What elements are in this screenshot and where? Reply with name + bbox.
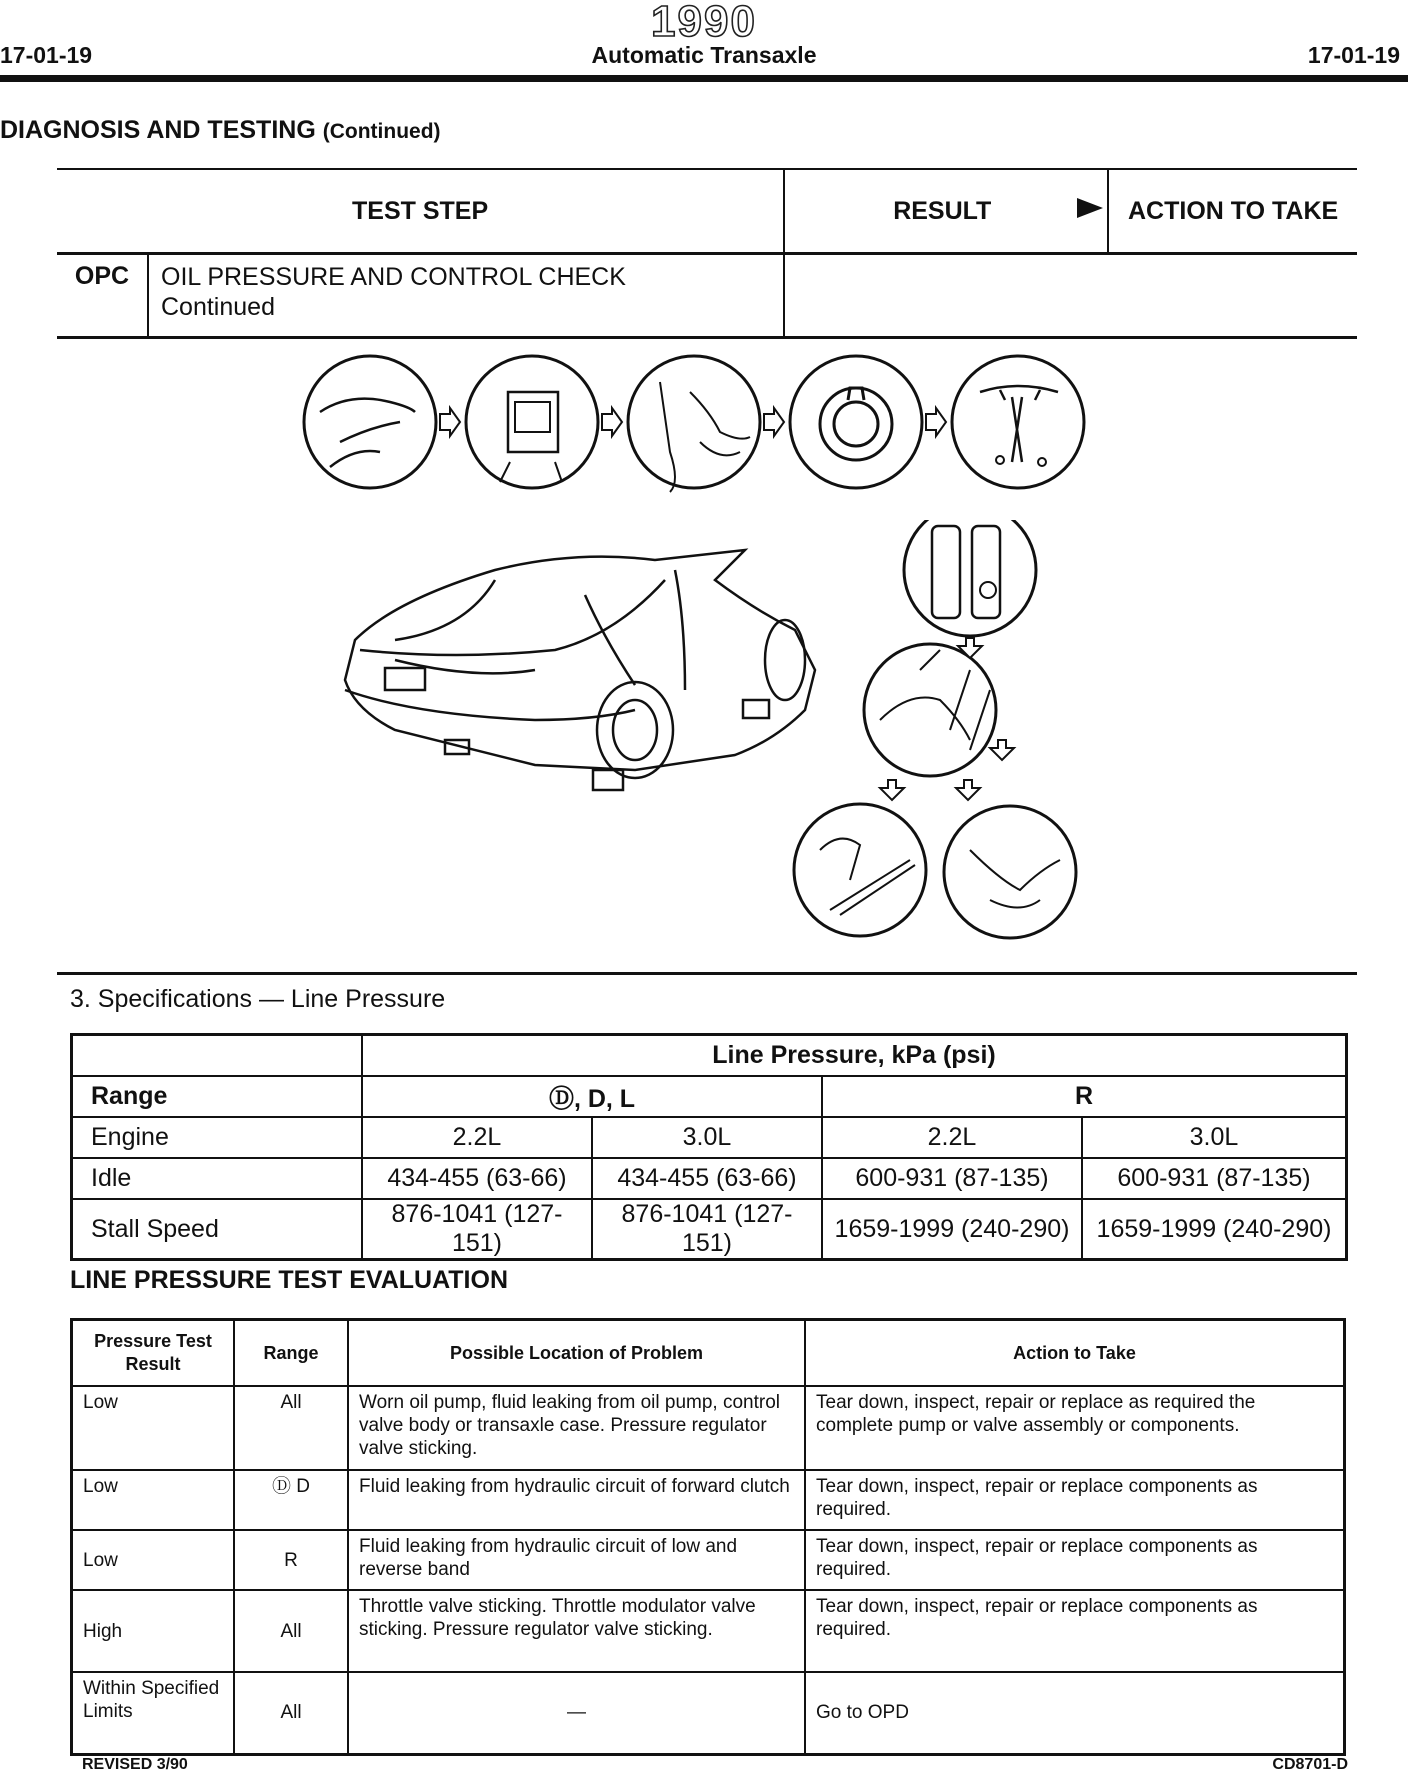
result-cell: Low (72, 1386, 235, 1470)
col-result-cell (784, 169, 1108, 254)
empty-cell (72, 1035, 363, 1077)
range-cell: All (234, 1672, 348, 1754)
figure-code: CD8701-D (1272, 1756, 1348, 1773)
line-pressure-table (70, 1033, 1348, 1261)
hand-adjust-icon (864, 644, 996, 776)
problem-cell: Throttle valve sticking. Throttle modulator valve sticking. Pressure regulator valve sticking. (348, 1590, 805, 1672)
arrow-down-icon (958, 638, 982, 658)
step-title: OIL PRESSURE AND CONTROL CHECK (161, 263, 626, 291)
table-row (72, 1530, 1345, 1590)
col-test-step: TEST STEP (57, 169, 784, 254)
result-cell: Low (72, 1530, 235, 1590)
col-result: RESULT (893, 197, 992, 225)
problem-cell: Fluid leaking from hydraulic circuit of forward clutch (348, 1470, 805, 1530)
table-row (72, 1199, 1347, 1260)
problem-cell: — (348, 1672, 805, 1754)
spec-rule (57, 972, 1357, 975)
table-row (72, 1386, 1345, 1470)
idle-cell: 434-455 (63-66) (592, 1158, 822, 1199)
table-row (72, 1672, 1345, 1754)
engine-cell: 3.0L (1082, 1117, 1347, 1158)
table-row (72, 1158, 1347, 1199)
page-number-right: 17-01-19 (1307, 42, 1400, 68)
evaluation-table (70, 1318, 1346, 1756)
vehicle-on-stands-illustration (335, 540, 835, 800)
valve-blocks-icon (904, 520, 1036, 636)
ignition-key-icon (790, 356, 922, 488)
section-title-text: DIAGNOSIS AND TESTING (0, 116, 316, 144)
action-cell: Tear down, inspect, repair or replace components as required. (805, 1590, 1345, 1672)
evaluation-title: LINE PRESSURE TEST EVALUATION (70, 1266, 509, 1294)
table-row (72, 1117, 1347, 1158)
page-number-left: 17-01-19 (0, 42, 93, 68)
stall-cell: 876-1041 (127-151) (362, 1199, 592, 1260)
row-label-stall: Stall Speed (72, 1199, 363, 1260)
stall-cell: 1659-1999 (240-290) (822, 1199, 1082, 1260)
line-pressure-header: Line Pressure, kPa (psi) (362, 1035, 1347, 1077)
hand-lever-icon (304, 356, 436, 488)
engine-cell: 2.2L (362, 1117, 592, 1158)
hose-connection-icon (628, 356, 760, 488)
section-continued: (Continued) (322, 120, 441, 143)
arrow-right-icon (764, 408, 784, 436)
arrow-right-icon (1077, 196, 1103, 220)
stall-cell: 1659-1999 (240-290) (1082, 1199, 1347, 1260)
valve-detail-illustration (770, 520, 1110, 950)
idle-cell: 434-455 (63-66) (362, 1158, 592, 1199)
year-banner: 1990 (651, 0, 757, 46)
action-cell: Tear down, inspect, repair or replace as required the complete pump or valve assembly or components. (805, 1386, 1345, 1470)
table-row (72, 1470, 1345, 1530)
result-cell: Low (72, 1470, 235, 1530)
header-pressure-result: Pressure Test Result (72, 1320, 235, 1387)
header-action: Action to Take (805, 1320, 1345, 1387)
row-label-engine: Engine (72, 1117, 363, 1158)
table-row (72, 1035, 1347, 1077)
arrow-right-icon (602, 408, 622, 436)
range-drive: Ⓓ, D, L (362, 1076, 822, 1117)
problem-cell: Worn oil pump, fluid leaking from oil pump, control valve body or transaxle case. Pressure regulator valve sticking. (348, 1386, 805, 1470)
idle-cell: 600-931 (87-135) (822, 1158, 1082, 1199)
header-problem: Possible Location of Problem (348, 1320, 805, 1387)
fitting-right-icon (944, 806, 1076, 938)
range-cell: All (234, 1590, 348, 1672)
arrow-down-icon (956, 780, 980, 800)
engine-cell: 3.0L (592, 1117, 822, 1158)
pressure-gauge-box-icon (466, 356, 598, 488)
table-header-row (72, 1320, 1345, 1387)
arrow-down-icon (880, 780, 904, 800)
spec-title: 3. Specifications — Line Pressure (70, 985, 446, 1013)
range-cell: All (234, 1386, 348, 1470)
table-row (72, 1590, 1345, 1672)
header-range: Range (234, 1320, 348, 1387)
header-rule (0, 75, 1408, 82)
arrow-right-icon (440, 408, 460, 436)
result-cell: High (72, 1590, 235, 1672)
action-cell: Go to OPD (805, 1672, 1345, 1754)
range-cell: Ⓓ D (234, 1470, 348, 1530)
section-title (0, 116, 441, 145)
step-subtitle: Continued (161, 293, 275, 321)
step-code: OPC (57, 254, 148, 338)
stall-cell: 876-1041 (127-151) (592, 1199, 822, 1260)
problem-cell: Fluid leaking from hydraulic circuit of low and reverse band (348, 1530, 805, 1590)
page-title: Automatic Transaxle (591, 42, 817, 68)
range-reverse: R (822, 1076, 1347, 1117)
action-cell: Tear down, inspect, repair or replace components as required. (805, 1470, 1345, 1530)
step-empty-cell (784, 254, 1357, 338)
idle-cell: 600-931 (87-135) (1082, 1158, 1347, 1199)
arrow-right-icon (926, 408, 946, 436)
engine-cell: 2.2L (822, 1117, 1082, 1158)
procedure-sequence-illustration (300, 352, 1100, 512)
arrow-down-icon (990, 740, 1014, 760)
test-step-table (57, 168, 1357, 339)
step-title-cell (148, 254, 784, 338)
table-row (72, 1076, 1347, 1117)
result-cell: Within Specified Limits (72, 1672, 235, 1754)
row-label-range: Range (72, 1076, 363, 1117)
col-action: ACTION TO TAKE (1108, 169, 1357, 254)
range-cell: R (234, 1530, 348, 1590)
action-cell: Tear down, inspect, repair or replace components as required. (805, 1530, 1345, 1590)
row-label-idle: Idle (72, 1158, 363, 1199)
revised-date: REVISED 3/90 (82, 1756, 188, 1773)
